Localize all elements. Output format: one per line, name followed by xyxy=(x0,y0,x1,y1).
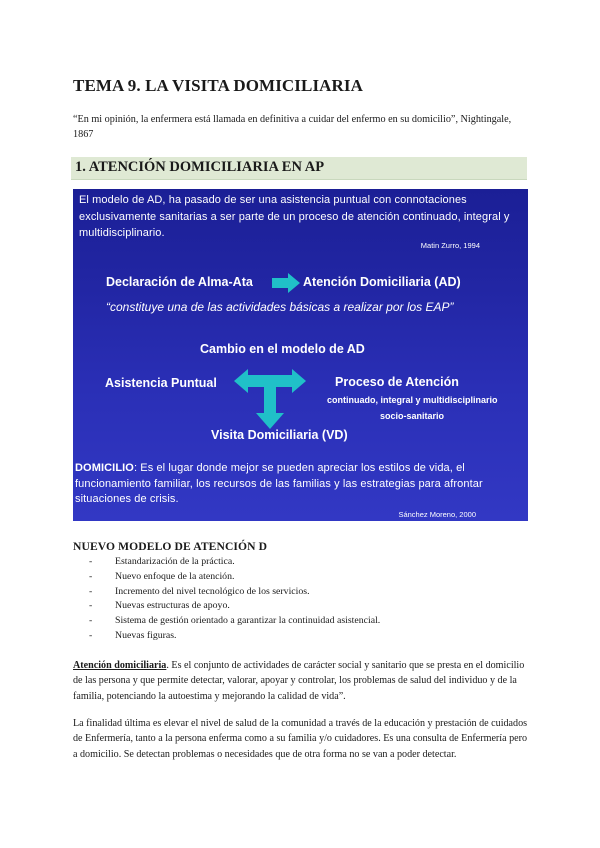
list-bullet: - xyxy=(89,600,93,612)
section-header xyxy=(71,157,527,180)
list-bullet: - xyxy=(89,585,93,597)
domicilio-label: DOMICILIO xyxy=(75,462,134,474)
list-item: - Nuevas estructuras de apoyo. xyxy=(73,599,380,614)
atencion-domiciliaria-definition: . Es el conjunto de actividades de carácter social y sanitario que se presta en el domicilio de las persona y que permite detectar, valorar, apoyar y controlar, los problemas de salud del individuo y de la familia, potenciando la autoestima y mejorando la calidad de vida”. xyxy=(73,660,525,702)
slide-socio-sanitario: socio-sanitario xyxy=(380,411,445,421)
slide-continuado: continuado, integral y multidisciplinario xyxy=(327,395,498,405)
list-bullet: - xyxy=(89,570,93,582)
section-title: 1. ATENCIÓN DOMICILIARIA EN AP xyxy=(75,159,325,175)
ad-model-slide xyxy=(73,189,528,521)
slide-visita-domiciliaria: Visita Domiciliaria (VD) xyxy=(211,428,348,442)
list-item: - Incremento del nivel tecnológico de los servicios. xyxy=(73,585,380,600)
list-bullet: - xyxy=(89,556,93,567)
atencion-domiciliaria-paragraph xyxy=(73,658,533,704)
slide-citation-zurro: Matin Zurro, 1994 xyxy=(420,241,480,250)
finalidad-paragraph: La finalidad última es elevar el nivel de salud de la comunidad a través de la educación y prestación de cuidados de Enfermería, tanto a la persona enferma como a su familia y/o cuidadores. Es una consulta de Enfermería pero a domicilio. Se detectan problemas o necesidades que de otra forma no se van a poder detectar. xyxy=(73,718,528,760)
slide-constituye-quote: “constituye una de las actividades básicas a realizar por los EAP” xyxy=(106,300,454,314)
right-arrow-icon xyxy=(272,273,300,293)
list-item: - Nuevas figuras. xyxy=(73,629,380,644)
list-item: - Estandarización de la práctica. xyxy=(73,555,380,570)
nuevo-modelo-list xyxy=(73,555,380,644)
nuevo-modelo-heading: NUEVO MODELO DE ATENCIÓN D xyxy=(73,540,268,553)
nightingale-quote: “En mi opinión, la enfermera está llamada en definitiva a cuidar del enfermo en su domicilio”, Nightingale, 1867 xyxy=(73,114,512,140)
list-item: - Sistema de gestión orientado a garantizar la continuidad asistencial. xyxy=(73,614,380,629)
domicilio-text: : Es el lugar donde mejor se pueden apreciar los estilos de vida, el funcionamiento familiar, los recursos de las familias y las estrategias para afrontar situaciones de crisis. xyxy=(75,462,483,505)
slide-cambio-modelo: Cambio en el modelo de AD xyxy=(200,342,365,356)
slide-proceso-atencion: Proceso de Atención xyxy=(335,375,459,389)
list-bullet: - xyxy=(89,629,93,641)
list-item: - Nuevo enfoque de la atención. xyxy=(73,570,380,585)
t-arrow-icon xyxy=(234,367,306,429)
slide-atencion-domiciliaria: Atención Domiciliaria (AD) xyxy=(303,275,461,289)
atencion-domiciliaria-term: Atención domiciliaria xyxy=(73,660,167,671)
slide-asistencia-puntual: Asistencia Puntual xyxy=(105,376,217,390)
slide-alma-ata: Declaración de Alma-Ata xyxy=(106,275,253,289)
document-title: TEMA 9. LA VISITA DOMICILIARIA xyxy=(73,76,364,95)
slide-domicilio-definition xyxy=(75,461,525,508)
slide-citation-sanchez: Sánchez Moreno, 2000 xyxy=(398,510,476,519)
slide-intro-text: El modelo de AD, ha pasado de ser una asistencia puntual con connotaciones exclusivamente sanitarias a ser parte de un proceso de atención continuado, integral y multidisciplinario. xyxy=(79,194,510,239)
list-bullet: - xyxy=(89,615,93,627)
